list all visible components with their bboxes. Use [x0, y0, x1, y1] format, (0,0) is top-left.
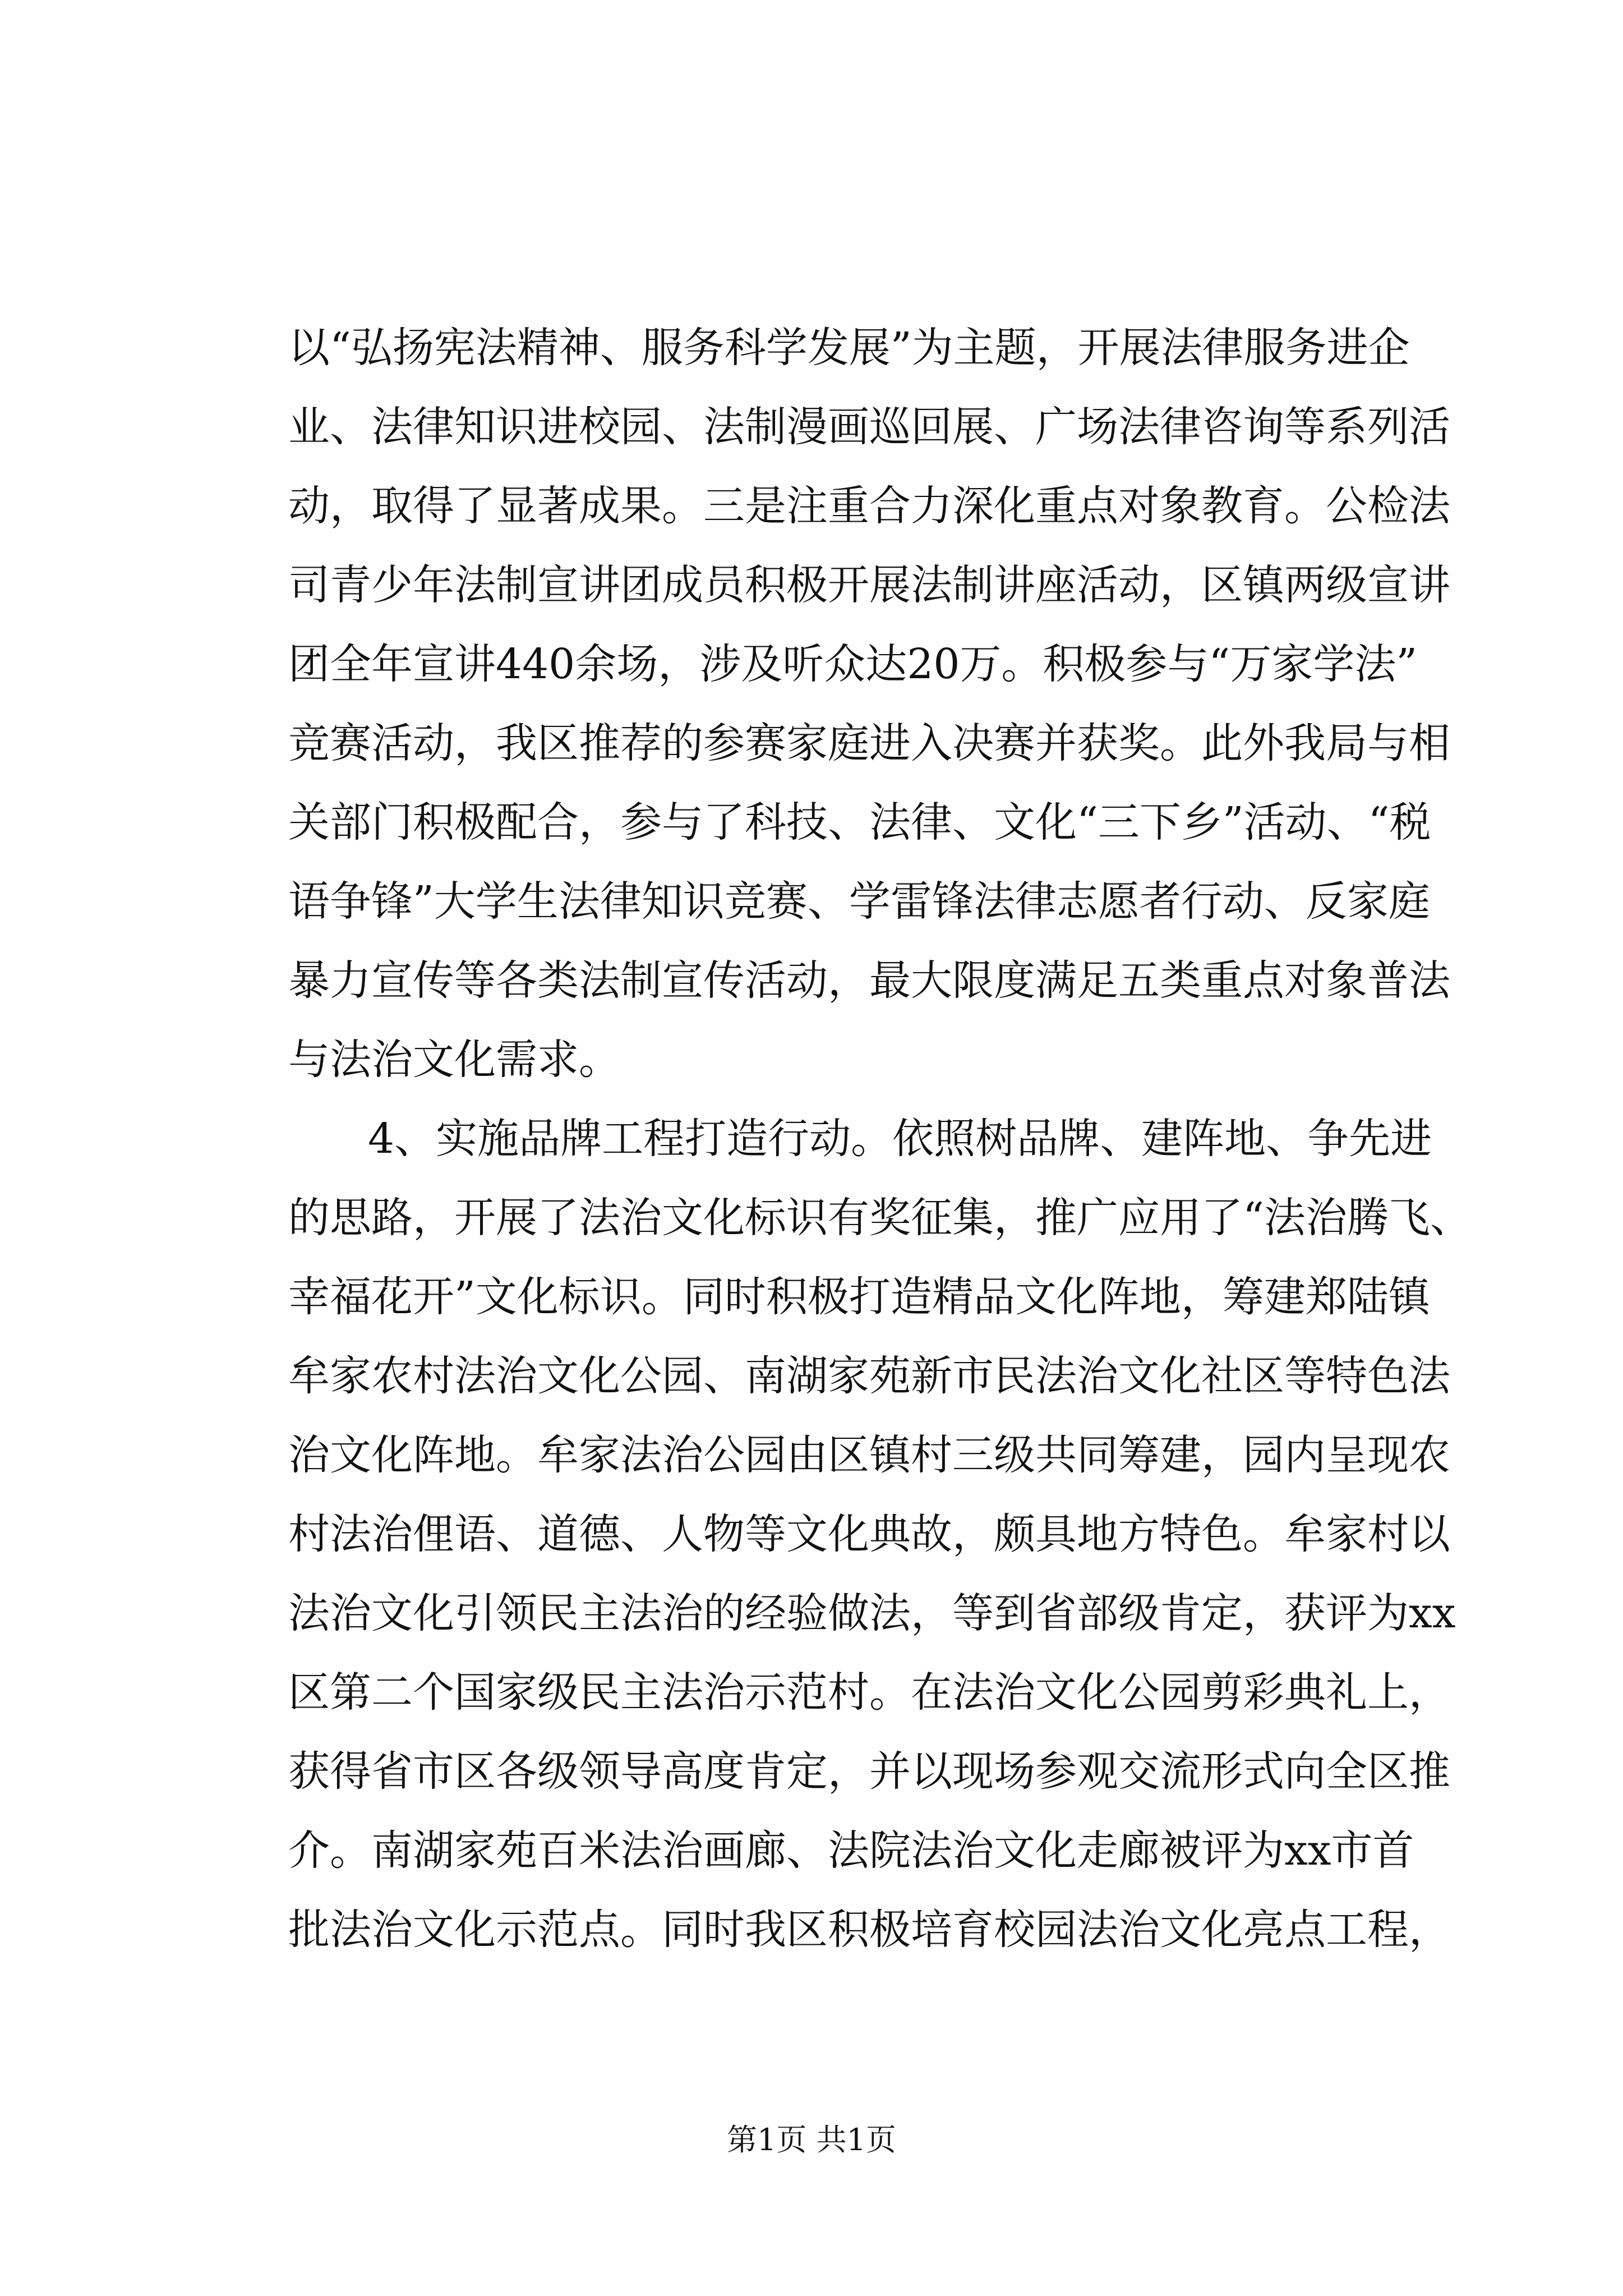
- text-line: 法治文化引领民主法治的经验做法，等到省部级肯定，获评为xx: [288, 1589, 1456, 1637]
- text-line: 获得省市区各级领导高度肯定，并以现场参观交流形式向全区推: [288, 1747, 1450, 1796]
- text-line: 牟家农村法治文化公园、南湖家苑新市民法治文化社区等特色法: [288, 1352, 1450, 1400]
- text-line: 动，取得了显著成果。三是注重合力深化重点对象教育。公检法: [288, 482, 1450, 530]
- text-line: 幸福花开”文化标识。同时积极打造精品文化阵地，筹建郑陆镇: [288, 1273, 1430, 1321]
- text-line: 村法治俚语、道德、人物等文化典故，颇具地方特色。牟家村以: [288, 1510, 1450, 1558]
- paragraph-start-line: 4、实施品牌工程打造行动。依照树品牌、建阵地、争先进: [368, 1115, 1432, 1163]
- text-line: 治文化阵地。牟家法治公园由区镇村三级共同筹建，园内呈现农: [288, 1431, 1450, 1479]
- text-line: 语争锋”大学生法律知识竞赛、学雷锋法律志愿者行动、反家庭: [288, 877, 1430, 926]
- text-line: 业、法律知识进校园、法制漫画巡回展、广场法律咨询等系列活: [288, 403, 1450, 451]
- page-number-label: 第1页 共1页: [727, 2122, 896, 2157]
- text-line: 介。南湖家苑百米法治画廊、法院法治文化走廊被评为xx市首: [288, 1826, 1414, 1875]
- text-line: 区第二个国家级民主法治示范村。在法治文化公园剪彩典礼上，: [288, 1668, 1450, 1717]
- text-line: 暴力宣传等各类法制宣传活动，最大限度满足五类重点对象普法: [288, 956, 1450, 1005]
- text-line: 关部门积极配合，参与了科技、法律、文化“三下乡”活动、“税: [288, 798, 1431, 846]
- text-line: 竞赛活动，我区推荐的参赛家庭进入决赛并获奖。此外我局与相: [288, 719, 1450, 767]
- text-line: 司青少年法制宣讲团成员积极开展法制讲座活动，区镇两级宣讲: [288, 561, 1450, 609]
- text-line: 的思路，开展了法治文化标识有奖征集，推广应用了“法治腾飞、: [288, 1194, 1472, 1242]
- text-line: 团全年宣讲440余场，涉及听众达20万。积极参与“万家学法”: [288, 640, 1418, 688]
- page-footer: [0, 2115, 1623, 2165]
- text-line: 与法治文化需求。: [288, 1036, 620, 1084]
- text-line: 以“弘扬宪法精神、服务科学发展”为主题，开展法律服务进企: [288, 324, 1410, 372]
- text-line: 批法治文化示范点。同时我区积极培育校园法治文化亮点工程，: [288, 1906, 1450, 1954]
